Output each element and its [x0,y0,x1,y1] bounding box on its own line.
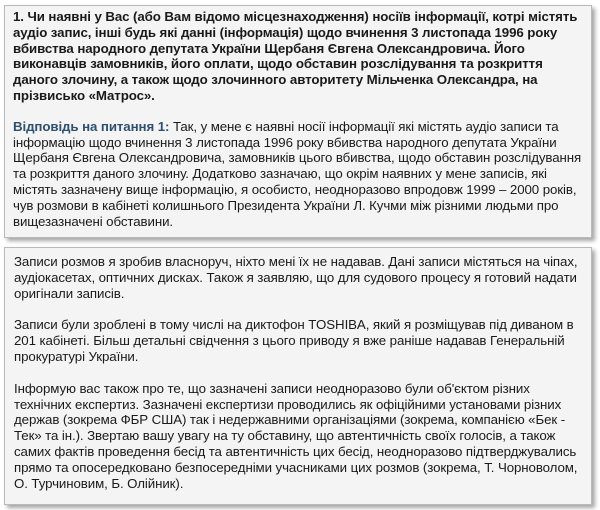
question-text: 1. Чи наявні у Вас (або Вам відомо місцезнаходження) носіїв інформації, котрі містять аудіо запис, інші будь які данні (інформація) щодо вчинення 3 листопада 1996 року вбивства народного депутата України Щербаня Євгена Олександровича. Його виконавців замовників, його оплати, щодо обставин розслідування та розкриття даного злочину, а також щодо злочинного авторитету Мільченка Олександра, на прізвисько «Матрос». [13,9,578,103]
question-card [4,5,592,238]
statement-card [4,247,592,505]
paragraph-expertise: Інформую вас також про те, що зазначені записи неодноразово були об'єктом різних технічних експертиз. Зазначені експертизи проводились як офіційними установами різних держав (зокрема ФБР США) так і недержавними організаціями (зокрема, компанією «Бек - Тек» та ін.). Звертаю вашу увагу на ту обставину, що автентичність своїх голосів, а також самих фактів проведення бесід та автентичність цих бесід, неодноразово підтверджувались прямо та опосередковано безпосередніми учасниками цих розмов (зокрема, Т. Чорноволом, О. Турчиновим, Б. Олійник). [14,380,578,491]
answer-paragraph [13,119,583,230]
paragraph-dictaphone: Записи були зроблені в тому числі на диктофон TOSHIBA, який я розміщував під диваном в 201 кабінеті. Більш детальні свідчення з цього приводу я вже раніше надавав Генеральній прокуратурі України. [14,317,574,364]
answer-label: Відповідь на питання 1: [13,118,170,134]
paragraph-records-origin: Записи розмов я зробив власноруч, ніхто мені їх не надавав. Дані записи містяться на чіпах, аудіокасетах, оптичних дисках. Також я заявляю, що для судового процесу я готовий надати оригінали записів. [14,254,578,301]
answer-text: Так, у мене є наявні носії інформації які містять аудіо записи та інформацію щодо вчинення 3 листопада 1996 року вбивства народного депутата України Щербаня Євгена Олександровича, замовників цього вбивства, щодо обставин розслідування та розкриття даного злочину. Додатково зазначаю, що окрім наявних у мене записів, які містять зазначену вище інформацію, я особисто, неодноразово впродовж 1999 – 2000 років, чув розмови в кабінеті колишнього Президента України Л. Кучми між різними людьми про вищезазначені обставини. [13,118,582,229]
